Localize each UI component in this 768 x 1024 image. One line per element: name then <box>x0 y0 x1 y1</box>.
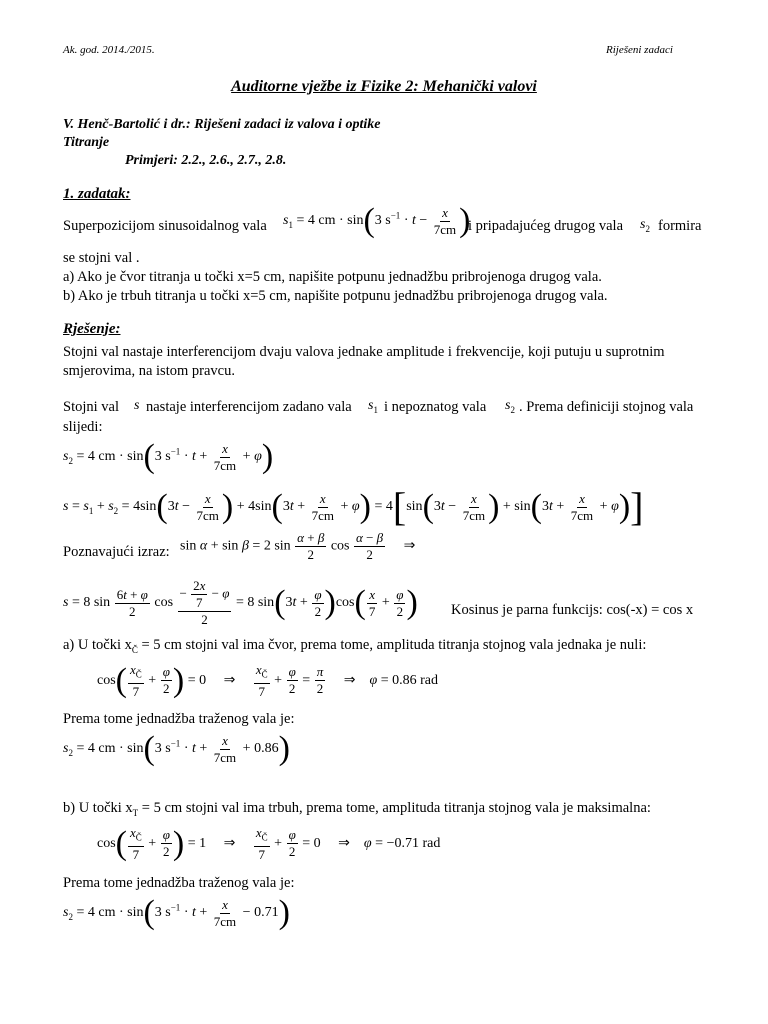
result-equation-a: $s_2 = 4$ cm · sin(3 $s^{-1} \cdot t$ + $\frac{x}{7cm}$ + 0.86) <box>63 730 290 767</box>
header-section: Riješeni zadaci <box>606 44 673 56</box>
solution-p2-end: . Prema definiciji stojnog vala <box>519 399 694 415</box>
part-b-condition: cos( $\frac{x_Č}{7}$ + $\frac{\varphi}{2}$ ) = 1 ⇒ $\frac{x_Č}{7}$ + $\frac{\varphi}{2}$ = 0 ⇒ φ = −0.71 rad <box>97 824 441 862</box>
book-reference: V. Henč-Bartolić i dr.: Riješeni zadaci iz valova i optike <box>63 117 381 132</box>
solution-p2-slijedi: slijedi: <box>63 419 103 435</box>
solution-p2-start: Stojni val <box>63 399 119 415</box>
sum-to-product-identity: sin α + sin β = 2 sin $\frac{\alpha + \beta}{2}$ cos $\frac{\alpha - \beta}{2}$ ⇒ <box>180 530 416 562</box>
symbol-s2: $s_2$ <box>505 398 515 415</box>
wave-s2-symbol: $s_2$ <box>640 217 650 234</box>
task-question-b: b) Ako je trbuh titranja u točki x=5 cm, napišite potpunu jednadžbu pribrojenoga drugog vala. <box>63 288 608 304</box>
known-expression-label: Poznavajući izraz: <box>63 544 170 560</box>
therefore-b: Prema tome jednadžba traženog vala je: <box>63 875 295 891</box>
document-title: Auditorne vježbe iz Fizike 2: Mehanički valovi <box>231 78 537 95</box>
header-year: Ak. god. 2014./2015. <box>63 44 155 56</box>
equation-superposition: $s = s_1 + s_2 = 4\sin(3t$ − $\frac{x}{7cm}$ ) + 4sin(3t + $\frac{x}{7cm}$ + φ) = 4[sin(3t − $\frac{x}{7cm}$ ) + sin(3t + $\frac{x}{7cm}$ + φ)] <box>63 484 644 529</box>
solution-heading: Rješenje: <box>63 321 121 337</box>
task-intro-text: Superpozicijom sinusoidalnog vala <box>63 218 267 234</box>
task-heading: 1. zadatak: <box>63 186 131 202</box>
chapter-name: Titranje <box>63 135 110 150</box>
task-question-a: a) Ako je čvor titranja u točki x=5 cm, napišite potpunu jednadžbu pribrojenoga drugog vala. <box>63 269 602 285</box>
task-intro-end: formira <box>658 218 702 234</box>
solution-paragraph-1: Stojni val nastaje interferencijom dvaju valova jednake amplitude i frekvencije, koji putuju u suprotnim smjerovima, na istom pravcu. <box>63 344 665 379</box>
wave-s1-equation: $s_1 = 4$ cm · sin(3 $s^{-1} \cdot t$ − $\frac{x}{7cm}$ ) <box>283 202 471 239</box>
task-line2: se stojni val . <box>63 250 140 266</box>
solution-p2-mid: nastaje interferencijom zadano vala <box>146 399 352 415</box>
symbol-s: s <box>134 398 140 413</box>
part-b-text: b) U točki $x_T = 5$ cm stojni val ima trbuh, prema tome, amplituda titranja stojnog vala je maksimalna: <box>63 800 651 818</box>
equation-s2-general: $s_2 = 4$ cm · sin(3 $s^{-1} \cdot t$ + $\frac{x}{7cm}$ + φ) <box>63 438 274 475</box>
solution-p2-mid2: i nepoznatog vala <box>384 399 487 415</box>
result-equation-b: $s_2 = 4$ cm · sin(3 $s^{-1} \cdot t$ + $\frac{x}{7cm}$ − 0.71) <box>63 894 290 931</box>
part-a-condition: cos( $\frac{x_Č}{7}$ + $\frac{\varphi}{2}$ ) = 0 ⇒ $\frac{x_Č}{7}$ + $\frac{\varphi}{2}$ = $\frac{\pi}{2}$ ⇒ φ = 0.86 rad <box>97 661 438 699</box>
cosine-even-note: Kosinus je parna funkcijs: cos(-x) = cos x <box>451 602 694 618</box>
equation-standing-wave: s = 8 sin $\frac{6t + \varphi}{2}$ cos − $\frac{2x}{7}$ − φ 2 = 8 sin(3t + $\frac{\varphi}{2}$ )cos( $\frac{x}{7}$ + $\frac{\varphi}{2}$ ) <box>63 578 418 627</box>
symbol-s1: $s_1$ <box>368 398 378 415</box>
examples-list: Primjeri: 2.2., 2.6., 2.7., 2.8. <box>125 153 287 168</box>
part-a-text: a) U točki $x_Č = 5$ cm stojni val ima čvor, prema tome, amplituda titranja stojnog vala jednaka je nuli: <box>63 637 647 655</box>
task-intro-continued: i pripadajućeg drugog vala <box>468 218 624 234</box>
therefore-a: Prema tome jednadžba traženog vala je: <box>63 711 295 727</box>
